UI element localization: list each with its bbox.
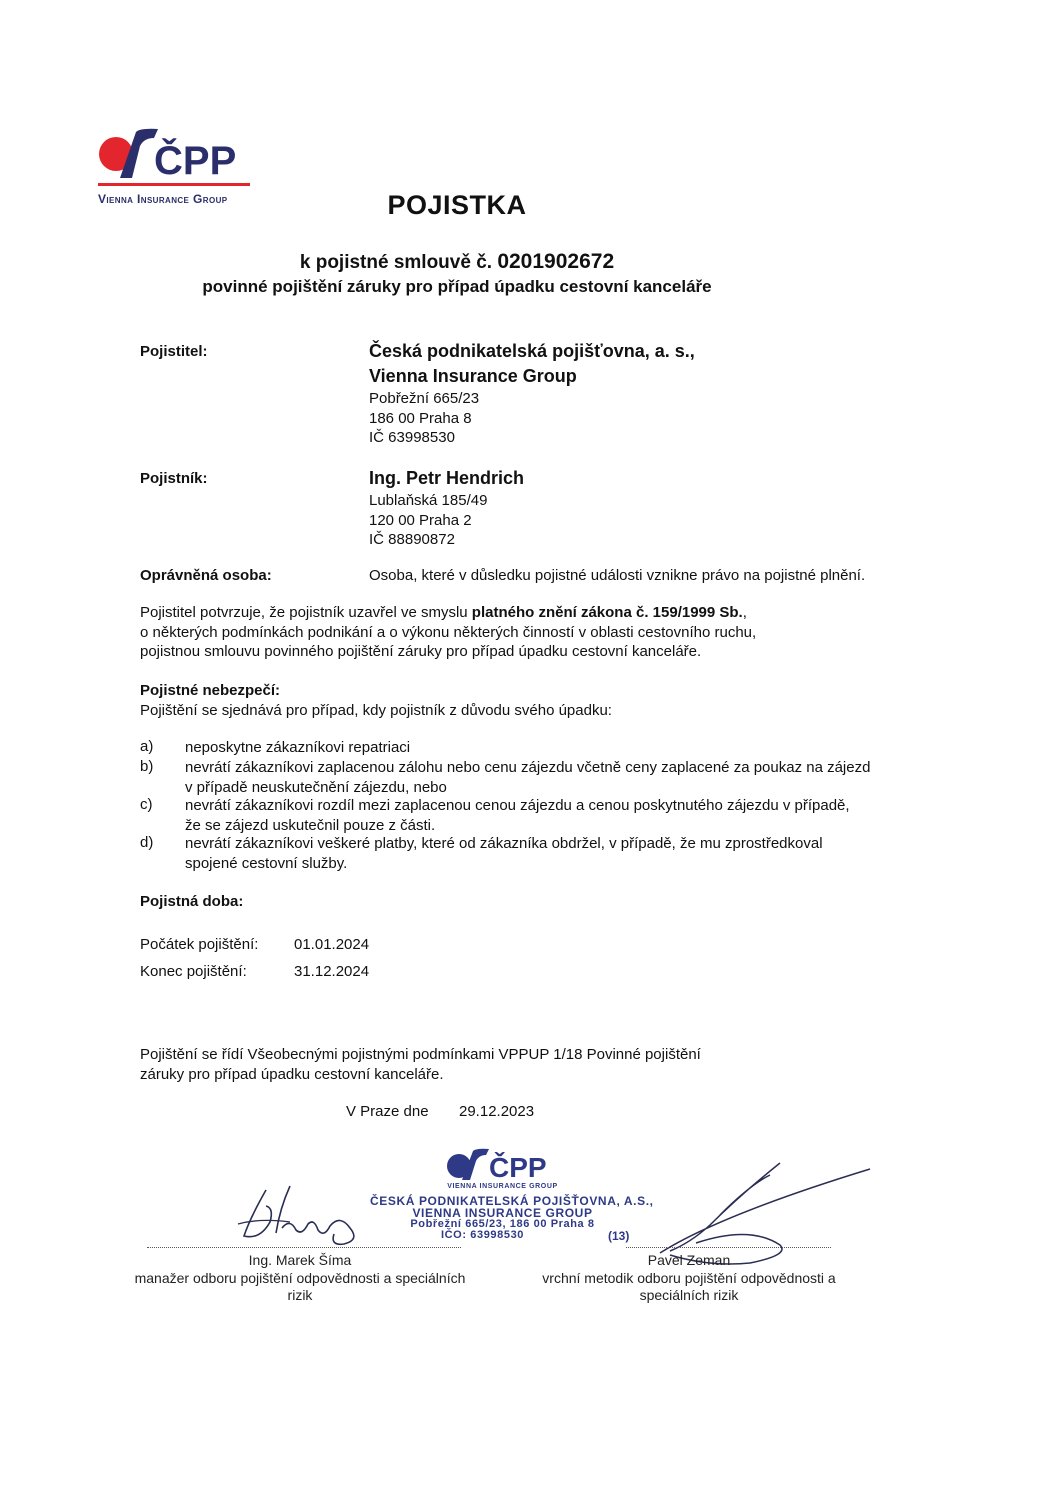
contract-prefix: k pojistné smlouvě č. bbox=[299, 252, 493, 273]
stamp-line3: Pobřežní 665/23, 186 00 Praha 8 bbox=[410, 1218, 595, 1230]
start-label: Počátek pojištění: bbox=[140, 936, 259, 953]
confirmation-paragraph bbox=[140, 603, 756, 662]
signer-role: rizik bbox=[287, 1287, 313, 1303]
list-item-line: nevrátí zákazníkovi zaplacenou zálohu nebo cenu zájezdu včetně ceny zaplacené za poukaz na zájezd bbox=[185, 759, 871, 776]
place-label: V Praze dne bbox=[346, 1103, 429, 1120]
contract-heading bbox=[0, 250, 914, 274]
stamp-line4: IČO: 63998530 bbox=[440, 1229, 525, 1241]
conditions-line2: záruky pro případ úpadku cestovní kanceláře. bbox=[140, 1065, 444, 1083]
signature-line-right bbox=[626, 1247, 831, 1248]
list-item-key: b) bbox=[140, 758, 154, 775]
list-item bbox=[185, 796, 850, 835]
stamp-number: (13) bbox=[608, 1229, 630, 1243]
confirmation-line3: pojistnou smlouvu povinného pojištění záruky pro případ úpadku cestovní kanceláře. bbox=[140, 643, 702, 660]
end-value: 31.12.2024 bbox=[294, 963, 370, 980]
signature-block-right bbox=[520, 1252, 858, 1305]
stamp-line2: VIENNA INSURANCE GROUP bbox=[412, 1206, 593, 1220]
list-item bbox=[185, 758, 870, 797]
end-label: Konec pojištění: bbox=[140, 963, 247, 980]
policyholder-block bbox=[369, 466, 524, 550]
company-stamp bbox=[370, 1146, 654, 1246]
svg-text:ČPP: ČPP bbox=[154, 139, 237, 183]
insurer-city: 186 00 Praha 8 bbox=[369, 409, 472, 427]
insurer-name: Česká podnikatelská pojišťovna, a. s., bbox=[369, 341, 695, 361]
period-heading: Pojistná doba: bbox=[140, 893, 244, 910]
stamp-line1: ČESKÁ PODNIKATELSKÁ POJIŠŤOVNA, A.S., bbox=[370, 1194, 654, 1208]
confirmation-line1: Pojistitel potvrzuje, že pojistník uzavřel ve smyslu bbox=[140, 604, 472, 621]
signature-line-left bbox=[147, 1247, 461, 1248]
contract-number: 0201902672 bbox=[497, 250, 615, 273]
list-item-key: a) bbox=[140, 738, 154, 755]
conditions-line1: Pojištění se řídí Všeobecnými pojistnými podmínkami VPPUP 1/18 Povinné pojištění bbox=[140, 1046, 701, 1063]
stamp-logo-icon bbox=[445, 1146, 560, 1184]
stamp-group: VIENNA INSURANCE GROUP bbox=[447, 1183, 558, 1190]
signer-role: speciálních rizik bbox=[639, 1287, 739, 1303]
hazard-section bbox=[140, 681, 612, 720]
conditions-paragraph bbox=[140, 1045, 701, 1084]
signer-name: Ing. Marek Šíma bbox=[248, 1252, 352, 1268]
policyholder-street: Lublaňská 185/49 bbox=[369, 492, 488, 509]
list-item bbox=[185, 738, 410, 758]
signature-left bbox=[230, 1178, 380, 1253]
entitled-label: Oprávněná osoba: bbox=[140, 567, 272, 584]
hazard-heading: Pojistné nebezpečí: bbox=[140, 682, 281, 699]
hazard-intro: Pojištění se sjednává pro případ, kdy pojistník z důvodu svého úpadku: bbox=[140, 701, 612, 719]
policyholder-city: 120 00 Praha 2 bbox=[369, 511, 472, 529]
signer-role: manažer odboru pojištění odpovědnosti a speciálních bbox=[134, 1269, 466, 1286]
logo-subtitle: Vienna Insurance Group bbox=[98, 192, 228, 206]
list-item-key: c) bbox=[140, 796, 153, 813]
law-reference: platného znění zákona č. 159/1999 Sb. bbox=[471, 604, 743, 621]
signer-name: Pavel Zeman bbox=[647, 1252, 731, 1268]
start-value: 01.01.2024 bbox=[294, 936, 370, 953]
signer-role: vrchní metodik odboru pojištění odpovědnosti a bbox=[542, 1269, 836, 1286]
list-item-key: d) bbox=[140, 834, 154, 851]
insurer-group: Vienna Insurance Group bbox=[369, 366, 577, 386]
list-item-line: nevrátí zákazníkovi rozdíl mezi zaplacenou cenou zájezdu a cenou poskytnutého zájezdu v případě, bbox=[185, 797, 850, 814]
insurer-street: Pobřežní 665/23 bbox=[369, 390, 480, 407]
policyholder-ic: IČ 88890872 bbox=[369, 531, 455, 548]
list-item-line: že se zájezd uskutečnil pouze z části. bbox=[185, 816, 436, 834]
list-item-line: spojené cestovní služby. bbox=[185, 854, 348, 872]
list-item-line: neposkytne zákazníkovi repatriaci bbox=[185, 739, 411, 756]
issue-date: 29.12.2023 bbox=[459, 1103, 535, 1120]
svg-text:ČPP: ČPP bbox=[489, 1152, 547, 1183]
policyholder-label: Pojistník: bbox=[140, 470, 208, 487]
entitled-text: Osoba, které v důsledku pojistné události vznikne právo na pojistné plnění. bbox=[369, 567, 866, 584]
confirmation-line2: o některých podmínkách podnikání a o výkonu některých činností v oblasti cestovního ruchu, bbox=[140, 623, 757, 641]
contract-subject: povinné pojištění záruky pro případ úpadku cestovní kanceláře bbox=[202, 277, 712, 296]
list-item-line: v případě neuskutečnění zájezdu, nebo bbox=[185, 778, 447, 796]
policyholder-name: Ing. Petr Hendrich bbox=[369, 468, 525, 488]
insurer-label: Pojistitel: bbox=[140, 343, 208, 360]
insurer-block bbox=[369, 339, 695, 448]
confirmation-comma: , bbox=[742, 604, 747, 621]
insurer-ic: IČ 63998530 bbox=[369, 429, 455, 446]
list-item bbox=[185, 834, 823, 873]
document-title: POJISTKA bbox=[387, 190, 527, 220]
signature-block-left bbox=[110, 1252, 490, 1305]
list-item-line: nevrátí zákazníkovi veškeré platby, které od zákazníka obdržel, v případě, že mu zprostředkoval bbox=[185, 835, 823, 852]
